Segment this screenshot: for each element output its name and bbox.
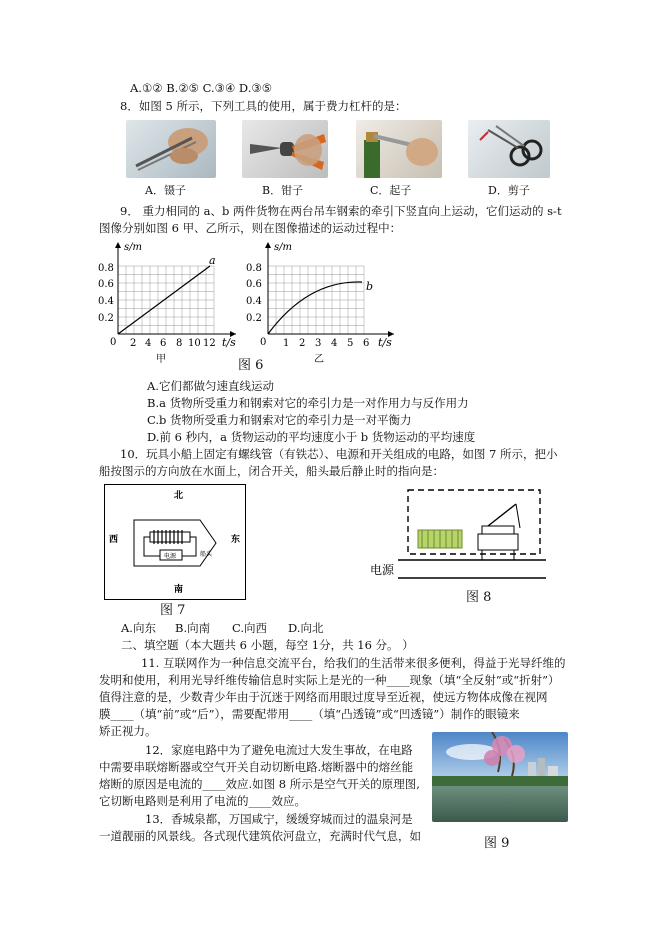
graph-a-curve-label: a bbox=[209, 254, 216, 267]
q11-line: 发明和使用，利用光导纤维传输信息时实际上是光的一种____现象（填“全反射”或“折射”） bbox=[99, 673, 560, 687]
q8-option-d: D．剪子 bbox=[488, 184, 530, 197]
q11-line: 值得注意的是，少数青少年由于沉迷于网络而用眼过度导至近视，使远方物体成像在视网 bbox=[99, 690, 548, 704]
graph-a-xlabel: t/s bbox=[222, 336, 236, 349]
graph-a-xtick: 2 bbox=[130, 338, 137, 349]
q10-stem-line2: 船按图示的方向放在水面上，闭合开关，船头最后静止时的指向是： bbox=[99, 464, 444, 478]
q9-option-d: D.前 6 秒内，a 货物运动的平均速度小于 b 货物运动的平均速度 bbox=[147, 430, 476, 444]
q7-options: A.①② B.②⑤ C.③④ D.③⑤ bbox=[130, 81, 273, 95]
q10-option-a: A.向东 bbox=[121, 621, 156, 635]
q10-option-b: B.向南 bbox=[175, 621, 211, 635]
q11-line: 11. 互联网作为一种信息交流平台，给我们的生活带来很多便利，得益于光导纤维的 bbox=[141, 656, 566, 670]
fig7-label: 图 7 bbox=[160, 603, 186, 618]
q12-line: 12．家庭电路中为了避免电流过大发生事故，在电路 bbox=[145, 743, 413, 757]
graph-a-xtick: 4 bbox=[145, 338, 152, 349]
fig7-boat-diagram bbox=[104, 484, 246, 600]
fig8-power: 电源 bbox=[370, 563, 395, 577]
fig8-air-switch-diagram bbox=[370, 484, 550, 584]
q12-line: 熔断的原因是电流的____效应.如图 8 所示是空气开关的原理图, bbox=[99, 777, 420, 791]
q9-option-c: C.b 货物所受重力和钢索对它的牵引力是一对平衡力 bbox=[147, 413, 412, 427]
fig7-south: 南 bbox=[174, 585, 184, 595]
graph-a-origin: 0 bbox=[110, 337, 117, 348]
fig7-west: 西 bbox=[109, 535, 119, 545]
bottle-opener-photo bbox=[356, 120, 442, 178]
graph-a-ylabel: s/m bbox=[124, 242, 142, 253]
q12-line: 它切断电路则是利用了电流的____效应。 bbox=[99, 794, 306, 808]
q13-line: 13．香城泉都，万国咸宁，缓缓穿城而过的温泉河是 bbox=[145, 812, 413, 826]
graph-a-xtick: 6 bbox=[160, 338, 167, 349]
fig7-east: 东 bbox=[231, 535, 241, 545]
graph-b-xtick: 2 bbox=[299, 338, 306, 349]
q10-option-d: D.向北 bbox=[288, 621, 324, 635]
graph-b bbox=[244, 238, 404, 368]
graph-a-ytick: 0.4 bbox=[98, 296, 114, 307]
pliers-photo bbox=[242, 120, 328, 178]
fig6-label: 图 6 bbox=[238, 358, 264, 373]
q9-stem-line1: 9． 重力相同的 a、b 两件货物在两台吊车钢索的牵引下竖直向上运动，它们运动的 s-t bbox=[120, 204, 562, 218]
section2-heading: 二、填空题（本大题共 6 小题，每空 1分，共 16 分。 ） bbox=[121, 638, 414, 652]
graph-a bbox=[96, 238, 242, 368]
graph-a-xtick: 8 bbox=[176, 338, 183, 349]
graph-b-curve-label: b bbox=[366, 280, 374, 293]
graph-b-xtick: 5 bbox=[347, 338, 354, 349]
graph-b-xtick: 6 bbox=[363, 338, 370, 349]
fig7-power: 电源 bbox=[164, 553, 177, 560]
graph-b-ylabel: s/m bbox=[274, 242, 292, 253]
fig8-label: 图 8 bbox=[466, 590, 492, 605]
graph-b-ytick: 0.6 bbox=[246, 279, 262, 290]
graph-a-xtick: 10 bbox=[188, 338, 201, 349]
q13-line: 一道靓丽的风景线。各式现代建筑依河盘立，充满时代气息，如 bbox=[99, 829, 421, 843]
q8-option-b: B．钳子 bbox=[262, 184, 304, 197]
graph-b-xtick: 4 bbox=[331, 338, 338, 349]
graph-a-ytick: 0.8 bbox=[98, 263, 114, 274]
q11-line: 膜____（填“前”或“后”），需要配带用____（填“凸透镜”或“凹透镜”）制作的眼镜来 bbox=[99, 707, 520, 721]
fig7-north: 北 bbox=[174, 491, 184, 501]
q9-stem-line2: 图像分别如图 6 甲、乙所示，则在图像描述的运动过程中： bbox=[99, 221, 402, 235]
q10-stem-line1: 10．玩具小船上固定有螺线管（有铁芯）、电源和开关组成的电路，如图 7 所示，把小 bbox=[120, 447, 558, 461]
graph-b-grid bbox=[268, 266, 364, 334]
q12-line: 中需要串联熔断器或空气开关自动切断电路.熔断器中的熔丝能 bbox=[99, 760, 414, 774]
scissors-photo bbox=[468, 120, 550, 178]
q9-option-b: B.a 货物所受重力和钢索对它的牵引力是一对作用力与反作用力 bbox=[147, 396, 469, 410]
graph-a-sublabel: 甲 bbox=[156, 354, 166, 365]
graph-b-sublabel: 乙 bbox=[314, 354, 324, 365]
fig9-river-photo bbox=[432, 732, 568, 822]
graph-b-ytick: 0.2 bbox=[246, 313, 262, 324]
q10-option-c: C.向西 bbox=[232, 621, 268, 635]
fig9-label: 图 9 bbox=[484, 836, 510, 851]
graph-a-ytick: 0.6 bbox=[98, 279, 114, 290]
graph-b-ytick: 0.8 bbox=[246, 263, 262, 274]
graph-b-xlabel: t/s bbox=[378, 336, 392, 349]
graph-b-xtick: 1 bbox=[283, 338, 290, 349]
graph-a-ytick: 0.2 bbox=[98, 313, 114, 324]
q9-option-a: A.它们都做匀速直线运动 bbox=[147, 379, 274, 393]
q8-stem: 8．如图 5 所示，下列工具的使用，属于费力杠杆的是： bbox=[120, 99, 407, 113]
fig7-head: 船头 bbox=[200, 551, 213, 558]
graph-b-xtick: 3 bbox=[315, 338, 322, 349]
graph-b-ytick: 0.4 bbox=[246, 296, 262, 307]
q11-line: 矫正视力。 bbox=[99, 724, 157, 738]
graph-a-xtick: 12 bbox=[203, 338, 216, 349]
q8-option-a: A．镊子 bbox=[145, 184, 186, 197]
tweezers-photo bbox=[126, 120, 216, 178]
graph-b-origin: 0 bbox=[260, 337, 267, 348]
q8-option-c: C．起子 bbox=[370, 184, 412, 197]
